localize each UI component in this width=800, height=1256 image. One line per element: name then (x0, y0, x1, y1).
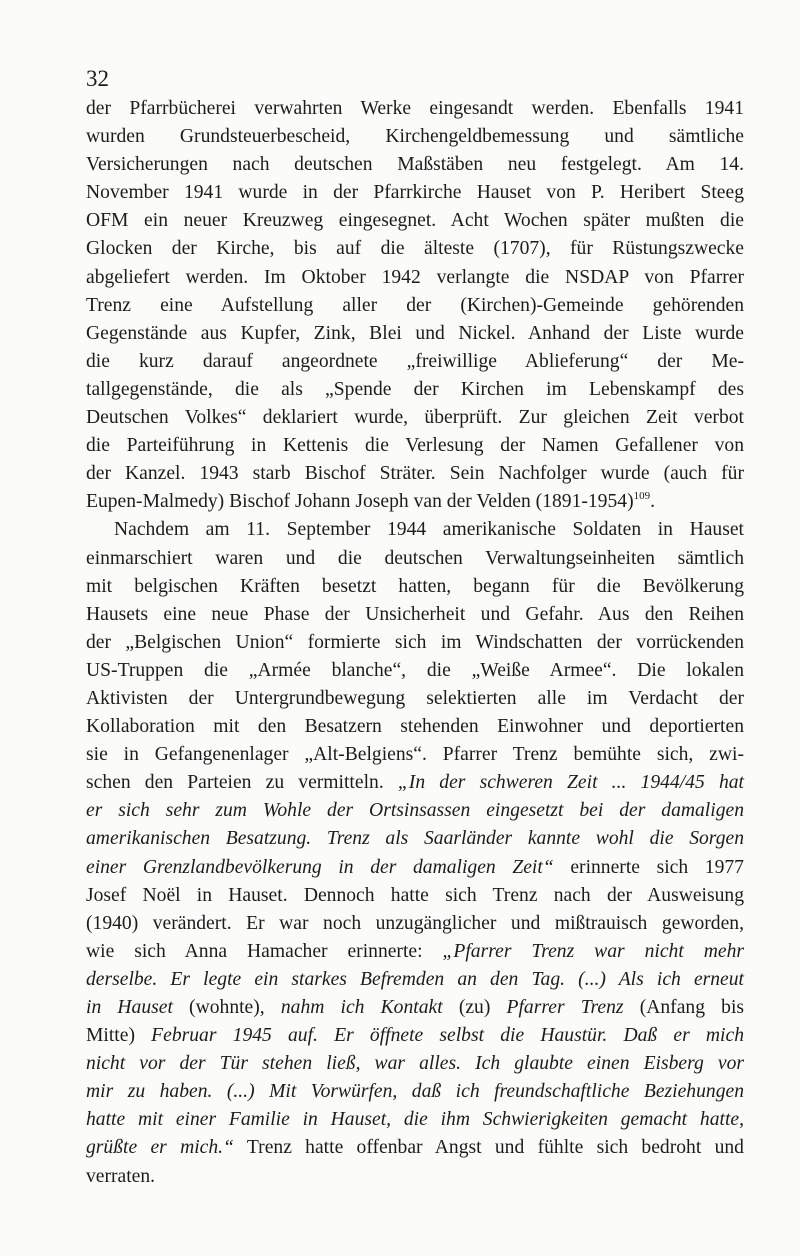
text-line (86, 994, 744, 1022)
text-line (86, 432, 744, 460)
text-segment: Gegenstände aus Kupfer, Zink, Blei und Nickel. Anhand der Liste wurde (86, 322, 744, 344)
text-segment: schen den Parteien zu vermitteln. (86, 772, 398, 794)
text-segment: . (650, 491, 656, 513)
text-line (86, 460, 744, 488)
text-segment: OFM ein neuer Kreuzweg eingesegnet. Acht Wochen später mußten die (86, 210, 744, 232)
text-line (86, 685, 744, 713)
text-line (86, 1163, 744, 1191)
quoted-italic-text: in Hauset (86, 997, 173, 1018)
text-line (86, 601, 744, 629)
text-line (86, 1050, 744, 1078)
text-segment: US-Truppen die „Armée blanche“, die „Weiße Armee“. Die lokalen (86, 659, 744, 681)
text-segment: Kollaboration mit den Besatzern stehenden Einwohner und deportierten (86, 716, 744, 738)
text-segment: erinnerte sich 1977 (553, 856, 744, 878)
text-segment: Josef Noël in Hauset. Dennoch hatte sich Trenz nach der Ausweisung (86, 884, 744, 906)
text-segment: Glocken der Kirche, bis auf die älteste (1707), für Rüstungszwecke (86, 238, 744, 260)
text-line (86, 320, 744, 348)
text-line (86, 657, 744, 685)
text-line (86, 797, 744, 825)
text-line (86, 882, 744, 910)
text-segment: der Pfarrbücherei verwahrten Werke eingesandt werden. Ebenfalls 1941 (86, 98, 744, 119)
text-segment: der Kanzel. 1943 starb Bischof Sträter. Sein Nachfolger wurde (auch für (86, 463, 744, 485)
text-segment: verraten. (86, 1165, 156, 1187)
text-segment: wurden Grundsteuerbescheid, Kirchengeldbemessung und sämtliche (86, 126, 744, 148)
quoted-italic-text: Pfarrer Trenz (506, 997, 624, 1018)
text-line (86, 825, 744, 853)
text-line (86, 376, 744, 404)
text-line (86, 516, 744, 544)
text-segment: Aktivisten der Untergrundbewegung selektierten alle im Verdacht der (86, 687, 744, 709)
quoted-italic-text: grüßte er mich.“ (86, 1137, 234, 1159)
text-line (86, 264, 744, 292)
text-segment: Deutschen Volkes“ deklariert wurde, überprüft. Zur gleichen Zeit verbot (86, 407, 744, 429)
text-segment: Nachdem am 11. September 1944 amerikanische Soldaten in Hauset (114, 519, 744, 541)
text-segment: die kurz darauf angeordnete „freiwillige Ablieferung“ der Me- (86, 350, 744, 372)
quoted-italic-text: nahm ich Kontakt (280, 997, 443, 1018)
text-segment: die Parteiführung in Kettenis die Verlesung der Namen Gefallener von (86, 435, 744, 457)
text-segment: Trenz eine Aufstellung aller der (Kirchen)-Gemeinde gehörenden (86, 294, 744, 316)
text-line (86, 179, 744, 207)
text-segment: abgeliefert werden. Im Oktober 1942 verlangte die NSDAP von Pfarrer (86, 266, 744, 288)
text-line (86, 292, 744, 320)
text-line (86, 938, 744, 966)
page-number: 32 (86, 66, 109, 91)
text-segment: Mitte) (86, 1025, 152, 1047)
text-line (86, 910, 744, 938)
text-line (86, 713, 744, 741)
text-segment: (wohnte), (172, 997, 281, 1018)
text-segment: tallgegenstände, die als „Spende der Kirchen im Lebenskampf des (86, 378, 744, 400)
text-segment: (1940) verändert. Er war noch unzugänglicher und mißtrauisch geworden, (86, 912, 744, 934)
quoted-italic-text: „In der schweren Zeit ... 1944/45 hat (397, 772, 744, 794)
quoted-italic-text: Februar 1945 auf. Er öffnete selbst die Haustür. Daß er mich (151, 1025, 744, 1047)
text-line (86, 741, 744, 769)
paragraph (86, 516, 744, 1190)
text-line (86, 95, 744, 123)
footnote-reference: 109 (633, 490, 651, 503)
text-segment: (zu) (442, 997, 507, 1018)
text-line (86, 151, 744, 179)
text-segment: Hausets eine neue Phase der Unsicherheit und Gefahr. Aus den Reihen (86, 603, 744, 625)
text-line (86, 1022, 744, 1050)
text-line (86, 1106, 744, 1134)
text-line (86, 545, 744, 573)
text-line (86, 769, 744, 797)
paragraph (86, 95, 744, 516)
text-line (86, 854, 744, 882)
quoted-italic-text: derselbe. Er legte ein starkes Befremden an den Tag. (...) Als ich erneut (86, 968, 744, 990)
text-segment: Eupen-Malmedy) Bischof Johann Joseph van der Velden (1891-1954) (86, 491, 634, 513)
text-segment: Trenz hatte offenbar Angst und fühlte sich bedroht und (233, 1137, 744, 1159)
text-line (86, 629, 744, 657)
text-line (86, 573, 744, 601)
text-line (86, 348, 744, 376)
text-segment: (Anfang bis (623, 997, 745, 1018)
text-segment: einmarschiert waren und die deutschen Verwaltungseinheiten sämtlich (86, 547, 744, 569)
quoted-italic-text: einer Grenzlandbevölkerung in der damaligen Zeit“ (86, 856, 554, 878)
quoted-italic-text: er sich sehr zum Wohle der Ortsinsassen eingesetzt bei der damaligen (86, 800, 744, 822)
text-segment: mit belgischen Kräften besetzt hatten, begann für die Bevölkerung (86, 575, 744, 597)
text-line (86, 1134, 744, 1162)
text-segment: der „Belgischen Union“ formierte sich im Windschatten der vorrückenden (86, 631, 744, 653)
text-line (86, 488, 744, 516)
text-segment: Versicherungen nach deutschen Maßstäben neu festgelegt. Am 14. (86, 154, 744, 176)
text-line (86, 207, 744, 235)
text-line (86, 1078, 744, 1106)
quoted-italic-text: nicht vor der Tür stehen ließ, war alles. Ich glaubte einen Eisberg vor (86, 1053, 744, 1075)
text-segment: wie sich Anna Hamacher erinnerte: (86, 940, 443, 962)
text-line (86, 966, 744, 994)
text-segment: sie in Gefangenenlager „Alt-Belgiens“. Pfarrer Trenz bemühte sich, zwi- (86, 744, 744, 766)
text-line (86, 404, 744, 432)
text-segment: November 1941 wurde in der Pfarrkirche Hauset von P. Heribert Steeg (86, 182, 744, 204)
quoted-italic-text: amerikanischen Besatzung. Trenz als Saarländer kannte wohl die Sorgen (86, 828, 744, 850)
quoted-italic-text: „Pfarrer Trenz war nicht mehr (442, 940, 744, 962)
quoted-italic-text: mir zu haben. (...) Mit Vorwürfen, daß ich freundschaftliche Beziehungen (86, 1081, 744, 1103)
body-text (86, 95, 744, 1191)
text-line (86, 235, 744, 263)
text-line (86, 123, 744, 151)
quoted-italic-text: hatte mit einer Familie in Hauset, die ihm Schwierigkeiten gemacht hatte, (86, 1109, 744, 1131)
